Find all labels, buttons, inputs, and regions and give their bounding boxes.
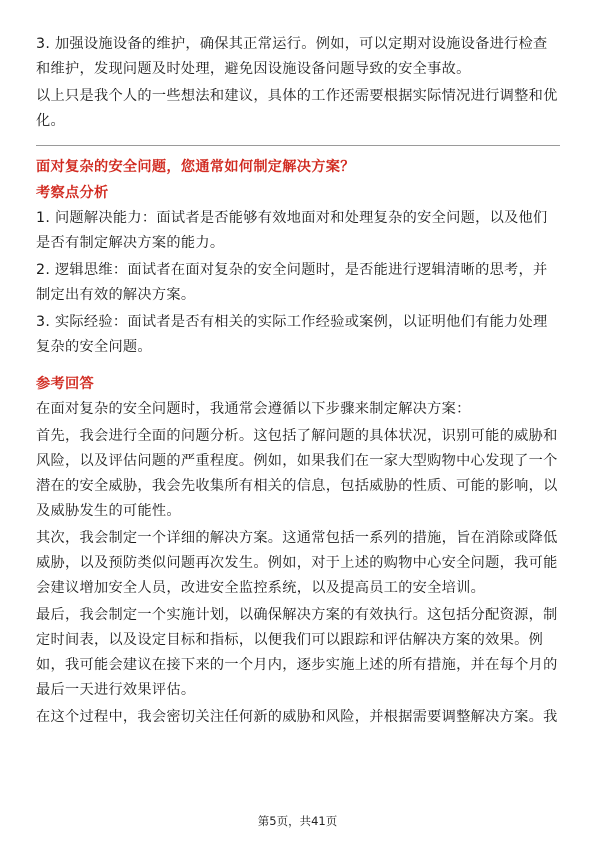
section-divider [36,145,560,146]
page-number: 第5页，共41页 [257,814,338,828]
question-heading: 面对复杂的安全问题，您通常如何制定解决方案？ [36,159,355,175]
analysis-title: 考察点分析 [36,185,109,201]
answer-paragraph: 首先，我会进行全面的问题分析。这包括了解问题的具体状况，识别可能的威胁和风险，以及评估问题的严重程度。例如，如果我们在一家大型购物中心发现了一个潜在的安全威胁，我会先收集所有相关的信息，包括威胁的性质、可能的影响，以及威胁发生的可能性。 [36,428,558,519]
page-content [36,32,560,732]
answer-paragraph: 最后，我会制定一个实施计划，以确保解决方案的有效执行。这包括分配资源，制定时间表，以及设定目标和指标，以便我们可以跟踪和评估解决方案的效果。例如，我可能会建议在接下来的一个月内，逐步实施上述的所有措施，并在每个月的最后一天进行效果评估。 [36,607,558,698]
top-closing: 以上只是我个人的一些想法和建议，具体的工作还需要根据实际情况进行调整和优化。 [36,88,558,129]
top-item-3: 3. 加强设施设备的维护，确保其正常运行。例如，可以定期对设施设备进行检查和维护，发现问题及时处理，避免因设施设备问题导致的安全事故。 [36,36,548,77]
analysis-item: 3. 实际经验：面试者是否有相关的实际工作经验或案例，以证明他们有能力处理复杂的安全问题。 [36,314,548,355]
answer-paragraph: 在面对复杂的安全问题时，我通常会遵循以下步骤来制定解决方案： [36,401,471,417]
analysis-item: 2. 逻辑思维：面试者在面对复杂的安全问题时，是否能进行逻辑清晰的思考，并制定出有效的解决方案。 [36,262,548,303]
answer-title: 参考回答 [36,376,94,392]
analysis-item: 1. 问题解决能力：面试者是否能够有效地面对和处理复杂的安全问题，以及他们是否有制定解决方案的能力。 [36,210,548,251]
answer-paragraph: 在这个过程中，我会密切关注任何新的威胁和风险，并根据需要调整解决方案。我 [36,709,558,725]
answer-paragraph: 其次，我会制定一个详细的解决方案。这通常包括一系列的措施，旨在消除或降低威胁，以及预防类似问题再次发生。例如，对于上述的购物中心安全问题，我可能会建议增加安全人员，改进安全监控系统，以及提高员工的安全培训。 [36,530,558,596]
